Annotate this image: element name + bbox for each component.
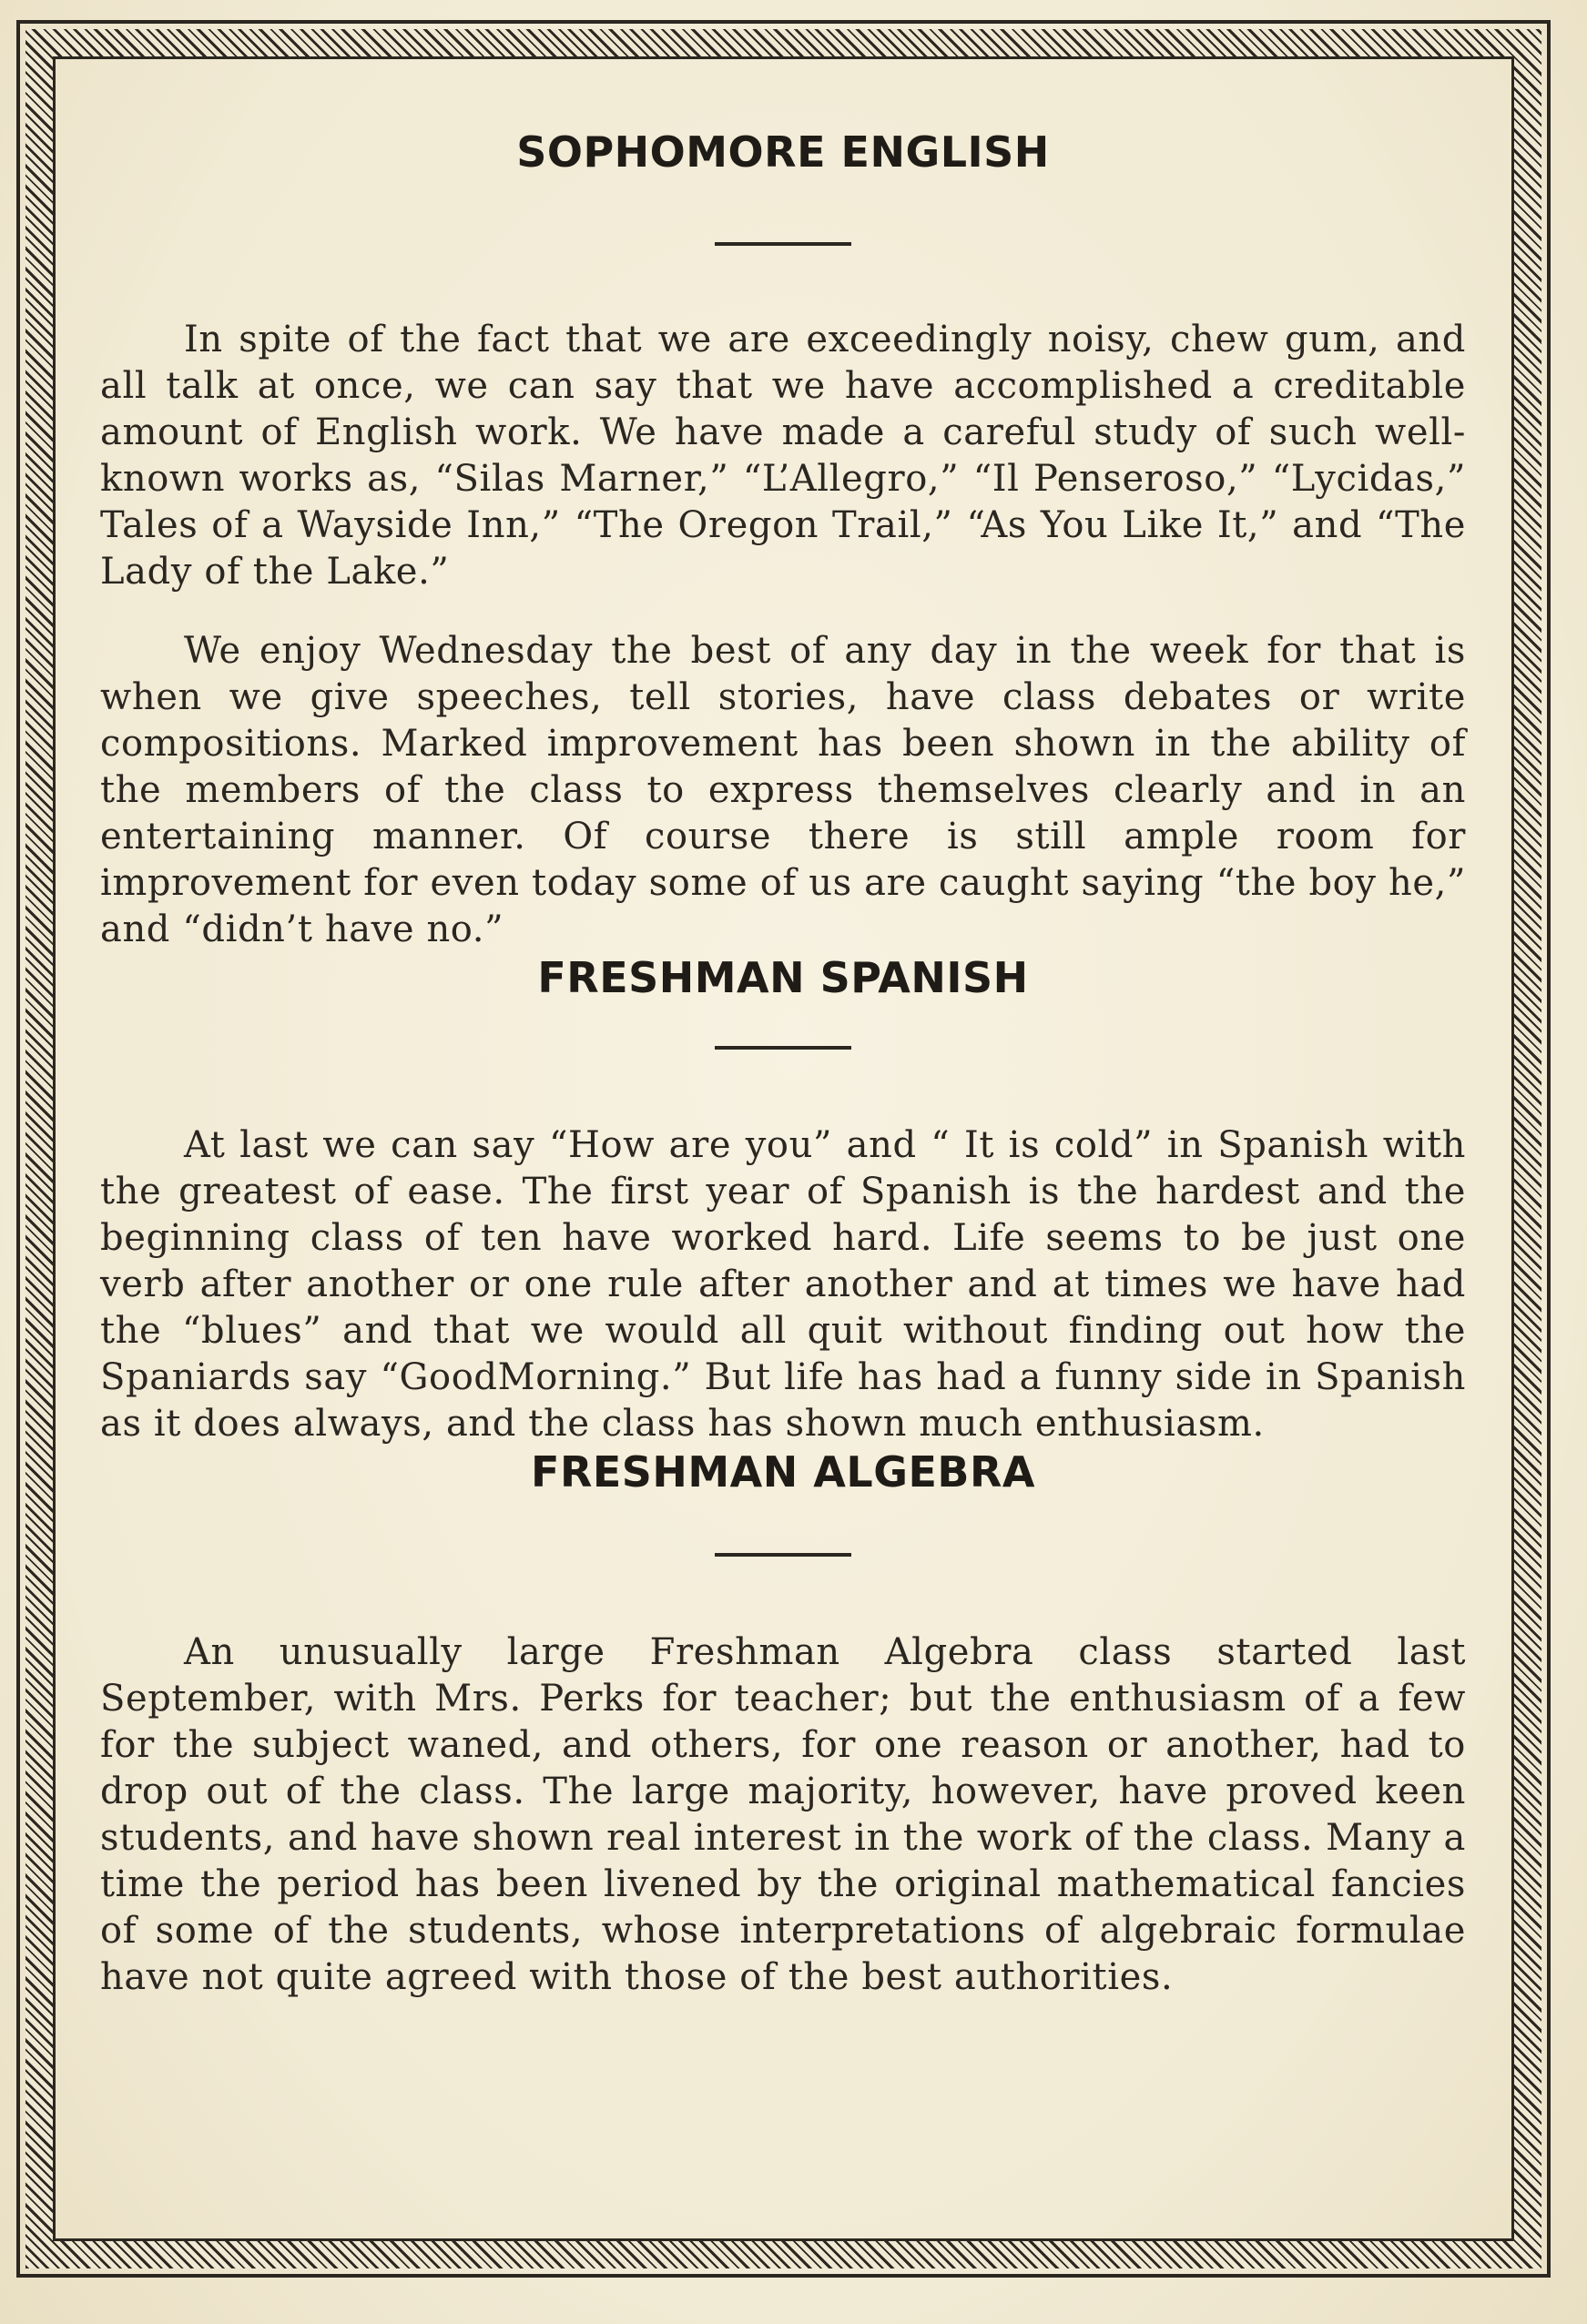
section-title-freshman-algebra: FRESHMAN ALGEBRA	[531, 1447, 1035, 1497]
title-underline-rule	[715, 1046, 851, 1050]
section-title-sophomore-english: SOPHOMORE ENGLISH	[516, 127, 1050, 177]
paragraph: In spite of the fact that we are exceedingly noisy, chew gum, and all talk at once, we can say that we have accomplished a creditable amount of English work. We have made a careful study of such well-known works as, “Silas Marner,” “L’Allegro,” “Il Penseroso,” “Lycidas,” Tales of a Wayside Inn,” “The Oregon Trail,” “As You Like It,” and “The Lady of the Lake.”	[100, 319, 1466, 593]
title-underline-rule	[715, 242, 851, 246]
page-content	[100, 127, 1466, 2001]
paragraph: We enjoy Wednesday the best of any day in the week for that is when we give speeches, tell stories, have class debates or write compositions. Marked improvement has been shown in the ability of the members of the class to express themselves clearly and in an entertaining manner. Of course there is still ample room for improvement for even today some of us are caught saying “the boy he,” and “didn’t have no.”	[100, 630, 1466, 950]
paragraph: An unusually large Freshman Algebra class started last September, with Mrs. Perks for teacher; but the enthusiasm of a few for the subject waned, and others, for one reason or another, had to drop out of the class. The large majority, however, have proved keen students, and have shown real interest in the work of the class. Many a time the period has been livened by the original mathematical fancies of some of the students, whose interpretations of algebraic formulae have not quite agreed with those of the best authorities.	[100, 1631, 1466, 1998]
section-title-freshman-spanish: FRESHMAN SPANISH	[537, 953, 1029, 1002]
title-underline-rule	[715, 1553, 851, 1557]
paragraph: At last we can say “How are you” and “ It is cold” in Spanish with the greatest of ease. The first year of Spanish is the hardest and the beginning class of ten have worked hard. Life seems to be just one verb after another or one rule after another and at times we have had the “blues” and that we would all quit without finding out how the Spaniards say “GoodMorning.” But life has had a funny side in Spanish as it does always, and the class has shown much enthusiasm.	[100, 1124, 1466, 1445]
